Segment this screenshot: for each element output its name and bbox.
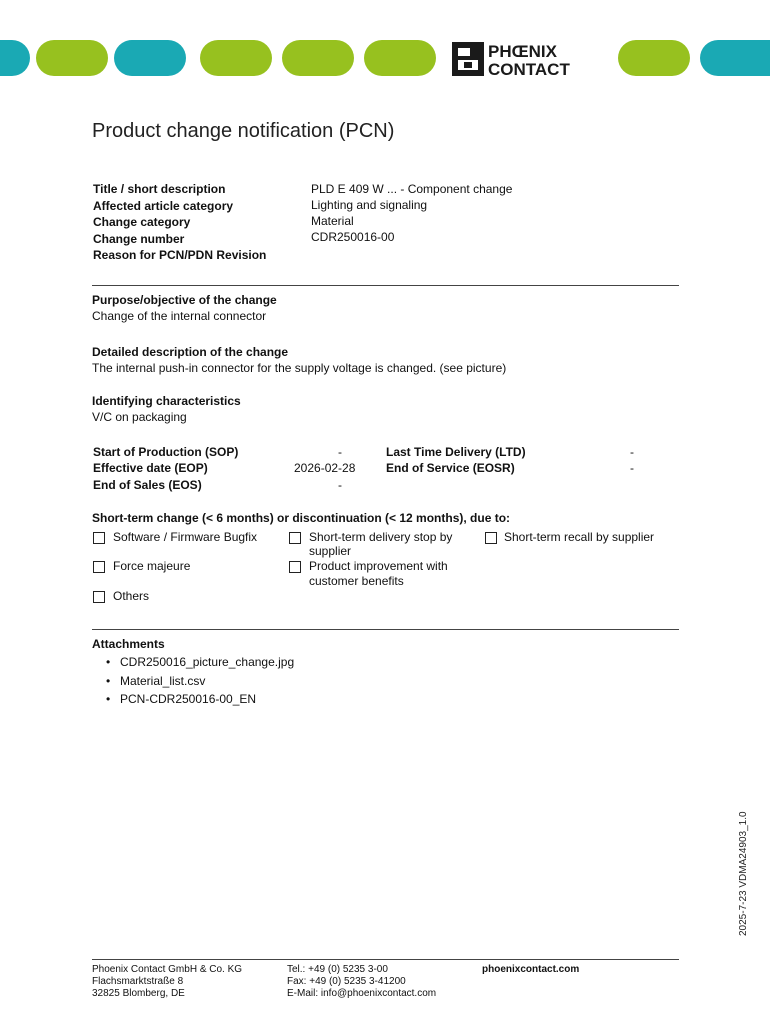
eosr-value: - <box>630 461 634 475</box>
divider <box>92 629 679 630</box>
checkbox-recall[interactable] <box>485 532 497 544</box>
value-article-category: Lighting and signaling <box>311 198 428 212</box>
brand-pill <box>618 40 690 76</box>
option-product-improvement-line1: Product improvement with <box>309 559 448 573</box>
eop-value: 2026-02-28 <box>294 461 356 475</box>
purpose-heading: Purpose/objective of the change <box>92 293 277 307</box>
footer-divider <box>92 959 679 960</box>
option-delivery-stop-line1: Short-term delivery stop by <box>309 530 453 544</box>
footer-contact <box>287 964 436 1000</box>
divider <box>92 285 679 286</box>
description-heading: Detailed description of the change <box>92 345 289 359</box>
ltd-value: - <box>630 445 634 459</box>
sop-label: Start of Production (SOP) <box>93 445 239 459</box>
footer-email[interactable]: E-Mail: info@phoenixcontact.com <box>287 988 437 999</box>
eop-label: Effective date (EOP) <box>93 461 208 475</box>
checkbox-force-majeure[interactable] <box>93 561 105 573</box>
footer-website[interactable]: phoenixcontact.com <box>482 964 580 975</box>
brand-pill <box>700 40 770 76</box>
eosr-label: End of Service (EOSR) <box>386 461 515 475</box>
logo-line1: PHŒNIX <box>488 42 557 61</box>
brand-pill <box>114 40 186 76</box>
footer-company-name: Phoenix Contact GmbH & Co. KG <box>92 964 243 975</box>
option-others: Others <box>113 589 150 603</box>
footer-company-street: Flachsmarktstraße 8 <box>92 976 184 987</box>
page-title: Product change notification (PCN) <box>92 120 395 142</box>
label-title: Title / short description <box>93 182 226 196</box>
eos-label: End of Sales (EOS) <box>93 478 202 492</box>
phoenix-contact-logo <box>450 40 610 78</box>
attachments-heading: Attachments <box>92 637 165 651</box>
brand-color-band <box>0 38 450 78</box>
description-text: The internal push-in connector for the supply voltage is changed. (see picture) <box>92 361 507 375</box>
option-delivery-stop-line2: supplier <box>309 544 352 558</box>
identifying-text: V/C on packaging <box>92 410 187 424</box>
brand-pill <box>0 40 30 76</box>
checkbox-software-bugfix[interactable] <box>93 532 105 544</box>
logo-line2: CONTACT <box>488 60 570 78</box>
value-title: PLD E 409 W ... - Component change <box>311 182 513 196</box>
checkbox-delivery-stop[interactable] <box>289 532 301 544</box>
brand-pill <box>282 40 354 76</box>
footer-company-city: 32825 Blomberg, DE <box>92 988 185 999</box>
shortterm-heading: Short-term change (< 6 months) or discontinuation (< 12 months), due to: <box>92 511 511 525</box>
option-product-improvement-line2: customer benefits <box>309 574 404 588</box>
attachment-item[interactable]: • PCN-CDR250016-00_EN <box>120 692 256 706</box>
value-change-category: Material <box>311 214 354 228</box>
label-article-category: Affected article category <box>93 199 234 213</box>
attachment-item[interactable]: • CDR250016_picture_change.jpg <box>120 655 294 669</box>
brand-pill <box>364 40 436 76</box>
sop-value: - <box>338 445 342 459</box>
eos-value: - <box>338 478 342 492</box>
checkbox-product-improvement[interactable] <box>289 561 301 573</box>
footer-fax: Fax: +49 (0) 5235 3-41200 <box>287 976 406 987</box>
identifying-heading: Identifying characteristics <box>92 394 241 408</box>
footer-company <box>92 964 242 1000</box>
label-change-number: Change number <box>93 232 185 246</box>
brand-pill <box>200 40 272 76</box>
ltd-label: Last Time Delivery (LTD) <box>386 445 526 459</box>
label-change-category: Change category <box>93 215 191 229</box>
option-force-majeure: Force majeure <box>113 559 191 573</box>
checkbox-others[interactable] <box>93 591 105 603</box>
purpose-text: Change of the internal connector <box>92 309 267 323</box>
attachment-item[interactable]: • Material_list.csv <box>120 674 205 688</box>
brand-pill <box>36 40 108 76</box>
option-recall: Short-term recall by supplier <box>504 530 655 544</box>
value-change-number: CDR250016-00 <box>311 230 395 244</box>
document-revision-code: 2025-7-23 VDMA24903_1.0 <box>738 811 749 936</box>
label-reason: Reason for PCN/PDN Revision <box>93 248 267 262</box>
option-software-bugfix: Software / Firmware Bugfix <box>113 530 258 544</box>
footer-phone: Tel.: +49 (0) 5235 3-00 <box>287 964 388 975</box>
